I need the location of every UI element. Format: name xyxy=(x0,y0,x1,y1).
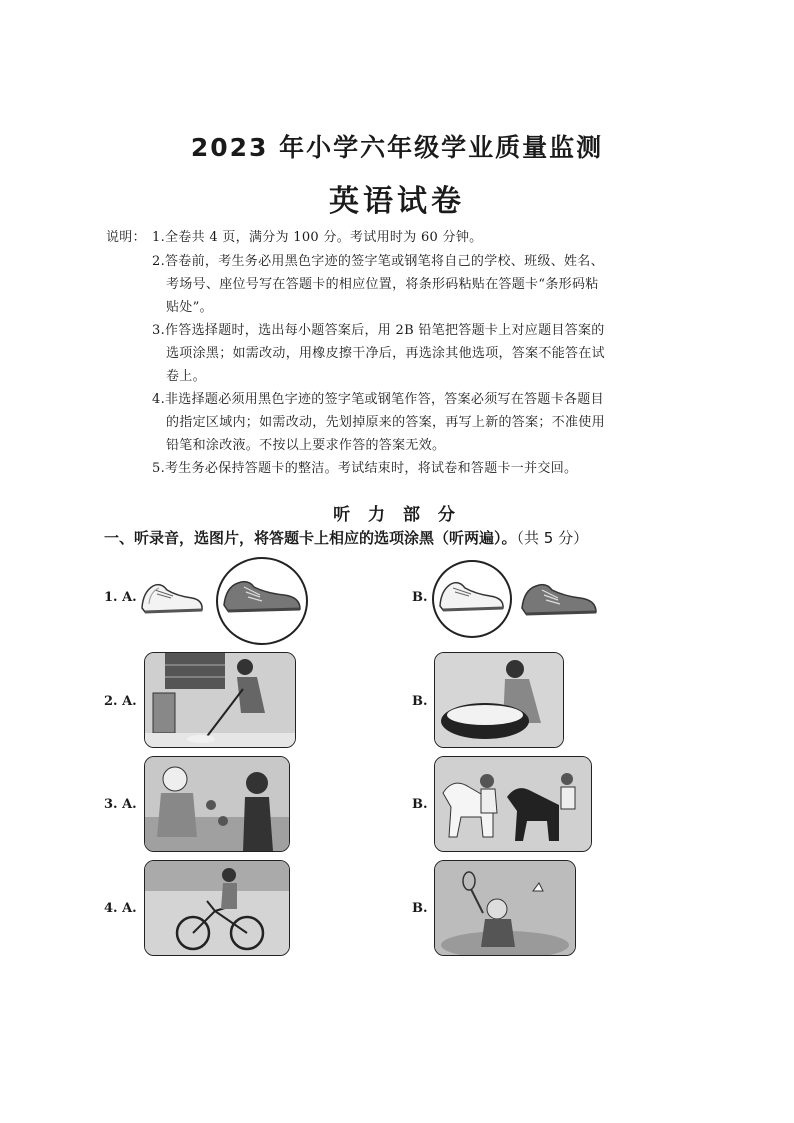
q4a-bicycle-image[interactable] xyxy=(144,860,290,956)
q2b-washing-image[interactable] xyxy=(434,652,564,748)
q1b-leather-shoes-image[interactable] xyxy=(518,570,600,622)
instruction-line: 铅笔和涂改液。不按以上要求作答的答案无效。 xyxy=(166,438,446,453)
q1a-circle-leather-shoes[interactable] xyxy=(216,557,308,645)
q2a-mopping-image[interactable] xyxy=(144,652,296,748)
page-title: 2023 年小学六年级学业质量监测 xyxy=(190,133,604,162)
q3a-puppets-image[interactable] xyxy=(144,756,290,852)
q3b-horses-image[interactable] xyxy=(434,756,592,852)
instruction-line: 4.非选择题必须用黑色字迹的签字笔或钢笔作答，答案必须写在答题卡各题目 xyxy=(152,392,604,407)
instruction-line: 贴处”。 xyxy=(166,300,213,315)
instruction-line: 1.全卷共 4 页，满分为 100 分。考试用时为 60 分钟。 xyxy=(152,230,483,245)
instructions-label: 说明： xyxy=(106,230,146,245)
question-instruction xyxy=(104,527,588,548)
instruction-line: 考场号、座位号写在答题卡的相应位置，将条形码粘贴在答题卡“条形码粘 xyxy=(166,277,599,292)
instruction-line: 选项涂黑；如需改动，用橡皮擦干净后，再选涂其他选项，答案不能答在试 xyxy=(166,346,605,361)
q3-a-label: 3. A. xyxy=(104,797,137,812)
instruction-line: 5.考生务必保持答题卡的整洁。考试结束时，将试卷和答题卡一并交回。 xyxy=(152,461,578,476)
q4b-badminton-image[interactable] xyxy=(434,860,576,956)
q4-a-label: 4. A. xyxy=(104,901,137,916)
q4-b-label: B. xyxy=(412,901,428,916)
instruction-line: 3.作答选择题时，选出每小题答案后，用 2B 铅笔把答题卡上对应题目答案的 xyxy=(152,323,605,338)
section-title: 听 力 部 分 xyxy=(333,505,461,525)
q2-b-label: B. xyxy=(412,694,428,709)
q2-a-label: 2. A. xyxy=(104,694,137,709)
q1-b-label: B. xyxy=(412,590,428,605)
instruction-line: 卷上。 xyxy=(166,369,206,384)
instruction-line: 2.答卷前，考生务必用黑色字迹的签字笔或钢笔将自己的学校、班级、姓名、 xyxy=(152,254,604,269)
instruction-line: 的指定区域内；如需改动，先划掉原来的答案，再写上新的答案；不准使用 xyxy=(166,415,605,430)
question-instruction-text: 一、听录音，选图片，将答题卡上相应的选项涂黑（听两遍）。 xyxy=(104,529,517,547)
question-points: （共 5 分） xyxy=(516,529,589,547)
q1a-sneakers-image[interactable] xyxy=(137,570,207,620)
q1-a-label: 1. A. xyxy=(104,590,137,605)
q3-b-label: B. xyxy=(412,797,428,812)
q1b-circle-sneakers[interactable] xyxy=(432,560,512,638)
page-subtitle: 英语试卷 xyxy=(329,184,465,219)
